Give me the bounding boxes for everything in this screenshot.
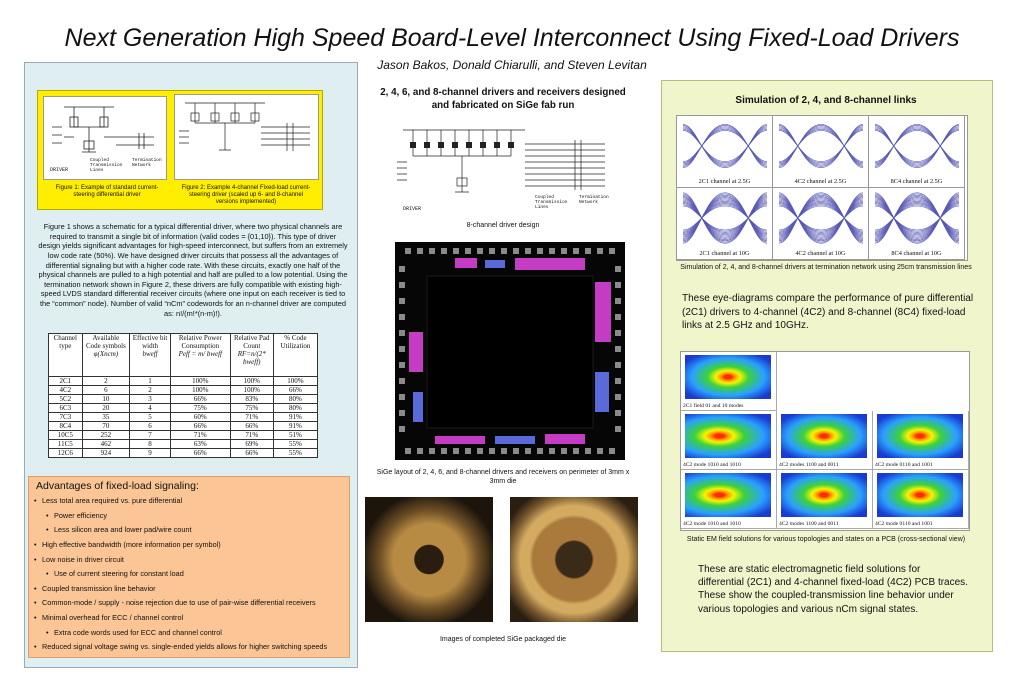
table-cell: 6 [82, 386, 130, 395]
sige-die-layout [395, 242, 625, 460]
eye-diagram-cell [869, 116, 965, 188]
table-cell: 2 [130, 386, 171, 395]
schem-label-coupled: Coupled Transmission Lines [535, 195, 568, 210]
eye-diagram-plot [683, 120, 767, 172]
table-cell: 252 [82, 431, 130, 440]
table-cell: 100% [170, 377, 230, 386]
advantage-item: • Extra code words used for ECC and channel control [46, 628, 346, 638]
table-cell: 75% [230, 404, 273, 413]
table-header-cell [273, 334, 317, 377]
table-cell: 10 [82, 395, 130, 404]
advantages-title: Advantages of fixed-load signaling: [36, 480, 199, 492]
fig1-label-driver: DRIVER [50, 167, 69, 173]
em-field-cell [873, 411, 969, 470]
table-cell: 5C2 [49, 395, 83, 404]
table-header-label: Channel type [53, 334, 77, 351]
table-cell: 55% [273, 440, 317, 449]
table-cell: 8C4 [49, 422, 83, 431]
advantage-item: • Low noise in driver circuit [34, 555, 346, 565]
eye-diagram-cell [677, 188, 773, 260]
figure-1-caption: Figure 1: Example of standard current-steering differential driver [55, 185, 159, 199]
table-cell: 80% [273, 395, 317, 404]
table-cell: 5 [130, 413, 171, 422]
table-cell: 462 [82, 440, 130, 449]
table-cell: 924 [82, 449, 130, 458]
table-header-label: Relative Power Consumption [178, 334, 222, 351]
em-field-label: 4C2 mode 1010 and 1010 [683, 521, 741, 527]
table-cell: 70 [82, 422, 130, 431]
advantage-item: • Less silicon area and lower pad/wire count [46, 525, 346, 535]
em-field-paragraph: These are static electromagnetic field solutions for differential (2C1) and 4-channel fixed-load (4C2) PCB traces. These show the coupled-transmission line behavior under various topologies and various nCm signal states. [698, 564, 968, 615]
em-field-plot [781, 414, 867, 458]
photos-caption: Images of completed SiGe packaged die [439, 636, 567, 643]
em-field-cell [873, 470, 969, 529]
table-cell: 75% [170, 404, 230, 413]
eye-diagram-label: 8C4 channel at 2.5G [890, 178, 943, 185]
eye-diagram-plot [683, 192, 767, 244]
table-row [49, 422, 318, 431]
table-row [49, 395, 318, 404]
table-header-formula: RF=n/(2* bweff) [237, 350, 266, 367]
em-field-cell [681, 470, 777, 529]
simulation-title: Simulation of 2, 4, and 8-channel links [735, 95, 917, 106]
table-header-label: Available Code symbols [85, 334, 126, 351]
table-cell: 91% [273, 413, 317, 422]
eye-diagram-label: 4C2 channel at 10G [795, 250, 846, 257]
table-cell: 51% [273, 431, 317, 440]
table-cell: 35 [82, 413, 130, 422]
table-cell: 80% [273, 404, 317, 413]
table-row [49, 440, 318, 449]
eye-diagram-plot [875, 192, 959, 244]
em-field-label: 4C2 modes 1100 and 0011 [779, 521, 839, 527]
table-cell: 20 [82, 404, 130, 413]
table-cell: 100% [230, 377, 273, 386]
die-layout-drawing [395, 242, 625, 460]
advantage-item: • Reduced signal voltage swing vs. single-ended yields allows for higher switching speeds [34, 642, 346, 652]
table-cell: 63% [170, 440, 230, 449]
eye-diagram-grid [676, 115, 968, 261]
em-field-label: 4C2 mode 0110 and 1001 [875, 462, 933, 468]
table-cell: 2C1 [49, 377, 83, 386]
table-cell: 1 [130, 377, 171, 386]
code-utilization-table [48, 333, 318, 458]
table-cell: 7C3 [49, 413, 83, 422]
table-header-cell [82, 334, 130, 377]
table-row [49, 413, 318, 422]
table-cell: 10C5 [49, 431, 83, 440]
em-field-cell [777, 411, 873, 470]
table-cell: 8 [130, 440, 171, 449]
fabrication-title: 2, 4, 6, and 8-channel drivers and receivers designed and fabricated on SiGe fab run [380, 87, 626, 112]
advantage-item: • Less total area required vs. pure differential [34, 496, 346, 506]
table-cell: 4 [130, 404, 171, 413]
table-header-cell [230, 334, 273, 377]
advantage-item: • Use of current steering for constant load [46, 569, 346, 579]
fig1-label-coupled: Coupled Transmission Lines [90, 158, 123, 173]
advantage-item: • Minimal overhead for ECC / channel control [34, 613, 346, 623]
table-header-row [49, 334, 318, 377]
table-cell: 66% [170, 449, 230, 458]
figure-2-schematic [174, 94, 319, 180]
driver-schematic [395, 122, 615, 217]
table-cell: 6C3 [49, 404, 83, 413]
figure-2-drawing [175, 95, 318, 179]
em-field-plot [877, 473, 963, 517]
advantage-item: • Coupled transmission line behavior [34, 584, 346, 594]
eye-diagram-plot [779, 120, 863, 172]
packaged-die-photo-2 [510, 497, 638, 622]
table-cell: 11C5 [49, 440, 83, 449]
table-cell: 7 [130, 431, 171, 440]
schem-label-driver: DRIVER [403, 206, 422, 212]
table-header-cell [170, 334, 230, 377]
em-field-cell [777, 470, 873, 529]
table-cell: 71% [230, 431, 273, 440]
em-field-caption: Static EM field solutions for various topologies and states on a PCB (cross-sectional view) [686, 536, 966, 543]
eye-diagram-label: 8C4 channel at 10G [891, 250, 942, 257]
table-cell: 66% [170, 395, 230, 404]
table-cell: 4C2 [49, 386, 83, 395]
driver-caption: 8-channel driver design [466, 222, 540, 229]
eye-diagram-plot [875, 120, 959, 172]
em-field-plot [877, 414, 963, 458]
simulation-caption: Simulation of 2, 4, and 8-channel drivers at termination network using 25cm transmission lines [680, 264, 972, 271]
table-cell: 3 [130, 395, 171, 404]
table-cell: 2 [82, 377, 130, 386]
table-cell: 60% [170, 413, 230, 422]
figure-1-schematic [43, 96, 167, 180]
eye-diagram-cell [869, 188, 965, 260]
table-cell: 100% [230, 386, 273, 395]
table-header-formula: bweff [142, 350, 158, 359]
em-field-grid [680, 351, 970, 531]
table-cell: 55% [273, 449, 317, 458]
eye-diagram-cell [773, 116, 869, 188]
em-field-label: 2C1 field 01 and 10 modes [683, 403, 744, 409]
table-header-label: Relative Pad Count [233, 334, 270, 351]
table-header-formula: φ(Xncm) [93, 350, 119, 359]
fig1-label-term: Termination Network [132, 158, 162, 168]
table-cell: 91% [273, 422, 317, 431]
em-field-plot [781, 473, 867, 517]
table-cell: 100% [273, 377, 317, 386]
table-header-label: % Code Utilization [280, 334, 311, 351]
em-field-label: 4C2 modes 1100 and 0011 [779, 462, 839, 468]
table-cell: 66% [230, 422, 273, 431]
em-field-plot [685, 473, 771, 517]
table-header-formula: Peff = m/ bweff [178, 350, 223, 359]
table-row [49, 404, 318, 413]
table-cell: 66% [230, 449, 273, 458]
table-body [49, 377, 318, 458]
em-field-plot [685, 414, 771, 458]
table-cell: 69% [230, 440, 273, 449]
advantage-item: • Common-mode / supply - noise rejection due to use of pair-wise differential receivers [34, 598, 346, 608]
poster-authors: Jason Bakos, Donald Chiarulli, and Steven Levitan [377, 58, 647, 72]
table-cell: 66% [170, 422, 230, 431]
em-field-label: 4C2 mode 0110 and 1001 [875, 521, 933, 527]
table-cell: 66% [273, 386, 317, 395]
advantages-list [34, 496, 346, 657]
table-cell: 6 [130, 422, 171, 431]
eye-diagram-label: 4C2 channel at 2.5G [794, 178, 847, 185]
table-header-label: Effective bit width [132, 334, 168, 351]
eye-diagram-paragraph: These eye-diagrams compare the performance of pure differential (2C1) drivers to 4-channel (4C2) and 8-channel (8C4) fixed-load links at 2.5 GHz and 10GHz. [682, 293, 974, 331]
advantage-item: • Power efficiency [46, 511, 346, 521]
eye-diagram-plot [779, 192, 863, 244]
eye-diagram-cell [677, 116, 773, 188]
em-field-cell [681, 411, 777, 470]
table-cell: 12C6 [49, 449, 83, 458]
eye-diagram-label: 2C1 channel at 2.5G [698, 178, 751, 185]
intro-paragraph: Figure 1 shows a schematic for a typical differential driver, where two physical channels are required to transmit a single bit of information (valid codes = {01,10}). This type of driver design yields significant advantages for high-speed interconnect, but suffers from an extremely low code rate (50%). We have designed driver circuits that possess all the advantages of differential signaling but with a higher code rate. With these circuits, exactly one half of the physical channels are pulled to a high potential and half are pulled to a low potential. Using the termination network shown in Figure 2, these drivers are fully compatible with existing high-speed LVDS standard differential receiver circuits (where one input on each receiver is tied to the “common” node). Number of valid “nCm” codewords for an n-channel driver are computed as: n!/(m!*(n-m)!). [38, 222, 348, 318]
table-cell: 9 [130, 449, 171, 458]
advantage-item: • High effective bandwidth (more information per symbol) [34, 540, 346, 550]
table-cell: 71% [170, 431, 230, 440]
em-field-cell [681, 352, 777, 411]
schem-label-term: Termination Network [579, 195, 609, 205]
eye-diagram-cell [773, 188, 869, 260]
table-header-cell [49, 334, 83, 377]
layout-caption: SiGe layout of 2, 4, 6, and 8-channel drivers and receivers on perimeter of 3mm x 3mm die [376, 469, 630, 486]
table-cell: 83% [230, 395, 273, 404]
em-field-plot [685, 355, 771, 399]
table-row [49, 386, 318, 395]
figure-box [37, 90, 323, 210]
em-field-label: 4C2 mode 1010 and 1010 [683, 462, 741, 468]
table-row [49, 377, 318, 386]
table-cell: 100% [170, 386, 230, 395]
table-row [49, 431, 318, 440]
table-row [49, 449, 318, 458]
table-header-cell [130, 334, 171, 377]
packaged-die-photo-1 [365, 497, 493, 622]
table-cell: 71% [230, 413, 273, 422]
figure-2-caption: Figure 2: Example 4-channel Fixed-load current-steering driver (scaled up 6- and 8-channel versions implemented) [181, 185, 311, 206]
poster-title: Next Generation High Speed Board-Level Interconnect Using Fixed-Load Drivers [64, 24, 960, 52]
eye-diagram-label: 2C1 channel at 10G [699, 250, 750, 257]
